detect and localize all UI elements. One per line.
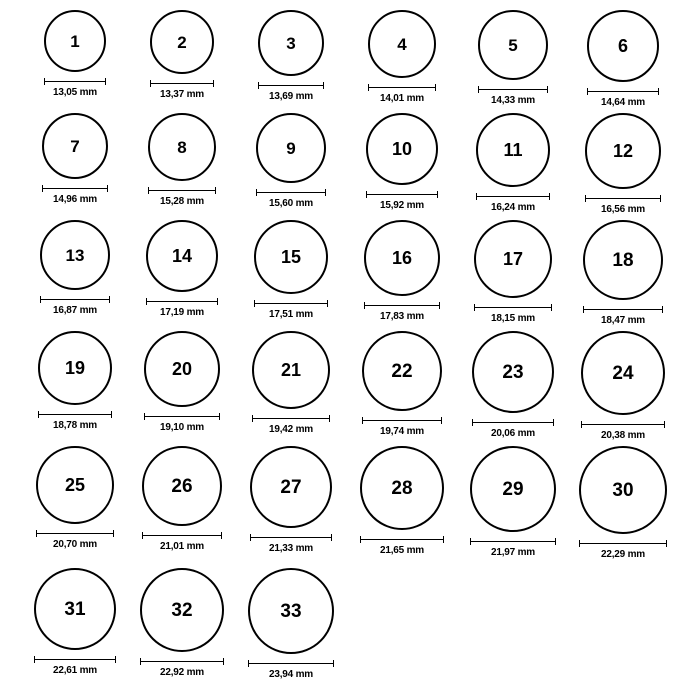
ring-circle <box>250 446 332 528</box>
dimension-label: 13,69 mm <box>269 91 313 102</box>
ring-size-cell <box>568 10 678 108</box>
ring-size-cell <box>568 220 678 326</box>
dimension-bar-icon <box>256 189 326 196</box>
dimension-bar-icon <box>581 421 665 428</box>
ring-size-cell <box>347 331 457 437</box>
dimension-label: 14,01 mm <box>380 93 424 104</box>
dimension-line <box>144 416 220 417</box>
ring-dimension <box>474 304 552 324</box>
ring-size-cell <box>458 446 568 558</box>
dimension-label: 16,24 mm <box>491 202 535 213</box>
dimension-line <box>587 91 659 92</box>
ring-dimension <box>476 193 550 213</box>
ring-size-number: 12 <box>612 141 634 161</box>
dimension-label: 15,60 mm <box>269 198 313 209</box>
ring-size-cell <box>20 568 130 676</box>
dimension-label: 22,29 mm <box>601 549 645 560</box>
dimension-line <box>478 89 548 90</box>
dimension-bar-icon <box>140 658 224 665</box>
ring-size-number: 30 <box>612 479 634 501</box>
dimension-line <box>150 83 214 84</box>
dimension-bar-icon <box>40 296 110 303</box>
dimension-label: 20,06 mm <box>491 428 535 439</box>
ring-circle <box>148 113 216 181</box>
ring-size-cell <box>236 331 346 435</box>
dimension-label: 19,10 mm <box>160 422 204 433</box>
dimension-bar-icon <box>583 306 663 313</box>
ring-size-cell <box>127 113 237 207</box>
dimension-line <box>148 190 216 191</box>
dimension-bar-icon <box>252 415 330 422</box>
dimension-line <box>474 307 552 308</box>
dimension-bar-icon <box>585 195 661 202</box>
ring-dimension <box>142 532 222 552</box>
ring-size-number: 23 <box>502 361 524 383</box>
dimension-bar-icon <box>368 84 436 91</box>
ring-circle <box>362 331 442 411</box>
ring-size-cell <box>20 331 130 431</box>
dimension-label: 14,96 mm <box>53 194 97 205</box>
ring-size-number: 13 <box>65 245 85 265</box>
ring-size-number: 27 <box>280 476 302 498</box>
dimension-bar-icon <box>250 534 332 541</box>
ring-size-number: 32 <box>171 599 193 621</box>
ring-size-number: 24 <box>612 362 634 384</box>
ring-circle <box>144 331 220 407</box>
dimension-line <box>248 663 334 664</box>
ring-circle <box>150 10 214 74</box>
ring-dimension <box>472 419 554 439</box>
dimension-label: 20,38 mm <box>601 430 645 441</box>
dimension-line <box>256 192 326 193</box>
ring-circle <box>140 568 224 652</box>
ring-size-number: 2 <box>177 32 187 52</box>
dimension-label: 22,61 mm <box>53 665 97 676</box>
ring-size-cell <box>20 220 130 316</box>
dimension-line <box>476 196 550 197</box>
ring-dimension <box>42 185 108 205</box>
dimension-bar-icon <box>34 656 116 663</box>
ring-circle <box>40 220 110 290</box>
dimension-bar-icon <box>474 304 552 311</box>
dimension-bar-icon <box>38 411 112 418</box>
dimension-bar-icon <box>472 419 554 426</box>
ring-circle <box>142 446 222 526</box>
ring-size-cell <box>236 113 346 209</box>
ring-circle <box>254 220 328 294</box>
dimension-line <box>38 414 112 415</box>
ring-circle <box>44 10 106 72</box>
dimension-bar-icon <box>362 417 442 424</box>
ring-dimension <box>258 82 324 102</box>
ring-dimension <box>364 302 440 322</box>
ring-size-cell <box>347 446 457 556</box>
dimension-label: 18,47 mm <box>601 315 645 326</box>
dimension-bar-icon <box>146 298 218 305</box>
ring-size-number: 15 <box>280 247 302 267</box>
ring-dimension <box>579 540 667 560</box>
ring-size-cell <box>458 331 568 439</box>
dimension-line <box>36 533 114 534</box>
dimension-line <box>585 198 661 199</box>
ring-size-cell <box>458 10 568 106</box>
dimension-label: 17,83 mm <box>380 311 424 322</box>
dimension-label: 21,33 mm <box>269 543 313 554</box>
ring-dimension <box>256 189 326 209</box>
dimension-line <box>583 309 663 310</box>
ring-size-cell <box>236 568 346 680</box>
dimension-bar-icon <box>366 191 438 198</box>
dimension-bar-icon <box>470 538 556 545</box>
dimension-bar-icon <box>144 413 220 420</box>
dimension-label: 18,78 mm <box>53 420 97 431</box>
dimension-line <box>34 659 116 660</box>
dimension-label: 13,05 mm <box>53 87 97 98</box>
ring-size-number: 19 <box>64 358 86 378</box>
ring-size-number: 33 <box>280 600 302 622</box>
ring-circle <box>368 10 436 78</box>
ring-circle <box>258 10 324 76</box>
ring-dimension <box>362 417 442 437</box>
ring-size-cell <box>568 446 678 560</box>
dimension-line <box>40 299 110 300</box>
dimension-line <box>579 543 667 544</box>
ring-dimension <box>583 306 663 326</box>
ring-size-number: 29 <box>502 478 524 500</box>
ring-size-cell <box>127 568 237 678</box>
ring-dimension <box>478 86 548 106</box>
ring-dimension <box>368 84 436 104</box>
ring-size-number: 21 <box>280 360 302 380</box>
dimension-label: 16,87 mm <box>53 305 97 316</box>
dimension-bar-icon <box>254 300 328 307</box>
ring-size-cell <box>236 446 346 554</box>
dimension-bar-icon <box>587 88 659 95</box>
ring-size-cell <box>127 10 237 100</box>
ring-dimension <box>148 187 216 207</box>
ring-dimension <box>38 411 112 431</box>
ring-circle <box>474 220 552 298</box>
dimension-bar-icon <box>360 536 444 543</box>
dimension-label: 23,94 mm <box>269 669 313 680</box>
dimension-label: 18,15 mm <box>491 313 535 324</box>
dimension-bar-icon <box>248 660 334 667</box>
ring-size-number: 11 <box>503 140 523 160</box>
ring-circle <box>256 113 326 183</box>
dimension-bar-icon <box>44 78 106 85</box>
ring-dimension <box>252 415 330 435</box>
ring-size-cell <box>347 10 457 104</box>
ring-circle <box>364 220 440 296</box>
ring-size-number: 16 <box>391 248 413 268</box>
dimension-label: 14,64 mm <box>601 97 645 108</box>
dimension-line <box>360 539 444 540</box>
ring-size-number: 25 <box>64 475 86 495</box>
ring-dimension <box>470 538 556 558</box>
ring-dimension <box>146 298 218 318</box>
ring-size-number: 17 <box>502 249 524 269</box>
dimension-label: 17,51 mm <box>269 309 313 320</box>
ring-size-cell <box>20 10 130 98</box>
dimension-line <box>252 418 330 419</box>
dimension-label: 22,92 mm <box>160 667 204 678</box>
dimension-label: 20,70 mm <box>53 539 97 550</box>
ring-size-cell <box>568 113 678 215</box>
ring-size-number: 7 <box>70 136 80 156</box>
ring-circle <box>248 568 334 654</box>
dimension-bar-icon <box>258 82 324 89</box>
ring-circle <box>579 446 667 534</box>
ring-dimension <box>144 413 220 433</box>
ring-size-number: 18 <box>612 249 634 271</box>
ring-dimension <box>250 534 332 554</box>
ring-size-number: 20 <box>171 359 193 379</box>
dimension-line <box>142 535 222 536</box>
ring-size-number: 22 <box>391 360 413 382</box>
dimension-line <box>42 188 108 189</box>
dimension-label: 21,97 mm <box>491 547 535 558</box>
dimension-bar-icon <box>42 185 108 192</box>
dimension-label: 21,01 mm <box>160 541 204 552</box>
ring-size-cell <box>458 113 568 213</box>
ring-size-cell <box>236 10 346 102</box>
dimension-line <box>254 303 328 304</box>
ring-circle <box>146 220 218 292</box>
ring-dimension <box>360 536 444 556</box>
ring-circle <box>470 446 556 532</box>
ring-dimension <box>581 421 665 441</box>
dimension-label: 19,74 mm <box>380 426 424 437</box>
ring-size-number: 31 <box>64 598 86 620</box>
dimension-line <box>366 194 438 195</box>
dimension-bar-icon <box>478 86 548 93</box>
dimension-label: 15,28 mm <box>160 196 204 207</box>
ring-circle <box>366 113 438 185</box>
ring-size-number: 4 <box>397 34 407 54</box>
ring-dimension <box>36 530 114 550</box>
ring-size-number: 8 <box>177 137 187 157</box>
ring-size-number: 10 <box>391 139 413 159</box>
dimension-line <box>44 81 106 82</box>
ring-size-number: 5 <box>508 35 518 55</box>
ring-size-cell <box>127 446 237 552</box>
ring-circle <box>42 113 108 179</box>
ring-circle <box>472 331 554 413</box>
ring-dimension <box>254 300 328 320</box>
ring-circle <box>585 113 661 189</box>
ring-size-cell <box>127 331 237 433</box>
dimension-label: 14,33 mm <box>491 95 535 106</box>
dimension-line <box>146 301 218 302</box>
dimension-bar-icon <box>476 193 550 200</box>
dimension-line <box>581 424 665 425</box>
dimension-label: 21,65 mm <box>380 545 424 556</box>
ring-size-number: 6 <box>617 36 628 56</box>
ring-size-cell <box>127 220 237 318</box>
dimension-label: 17,19 mm <box>160 307 204 318</box>
dimension-line <box>368 87 436 88</box>
ring-circle <box>38 331 112 405</box>
ring-circle <box>587 10 659 82</box>
ring-dimension <box>585 195 661 215</box>
ring-size-cell <box>236 220 346 320</box>
dimension-bar-icon <box>364 302 440 309</box>
dimension-label: 13,37 mm <box>160 89 204 100</box>
ring-size-cell <box>347 113 457 211</box>
dimension-bar-icon <box>150 80 214 87</box>
ring-size-number: 14 <box>171 246 193 266</box>
ring-size-number: 3 <box>286 33 296 53</box>
ring-size-cell <box>20 113 130 205</box>
dimension-line <box>364 305 440 306</box>
ring-dimension <box>150 80 214 100</box>
ring-circle <box>34 568 116 650</box>
ring-circle <box>252 331 330 409</box>
ring-size-cell <box>20 446 130 550</box>
dimension-bar-icon <box>36 530 114 537</box>
ring-size-number: 28 <box>391 477 413 499</box>
dimension-label: 16,56 mm <box>601 204 645 215</box>
ring-dimension <box>44 78 106 98</box>
dimension-bar-icon <box>579 540 667 547</box>
dimension-bar-icon <box>142 532 222 539</box>
ring-size-cell <box>347 220 457 322</box>
ring-circle <box>581 331 665 415</box>
ring-size-number: 9 <box>286 138 296 158</box>
ring-circle <box>583 220 663 300</box>
ring-size-cell <box>568 331 678 441</box>
ring-dimension <box>34 656 116 676</box>
ring-circle <box>360 446 444 530</box>
ring-size-number: 1 <box>70 31 80 51</box>
dimension-bar-icon <box>148 187 216 194</box>
dimension-line <box>258 85 324 86</box>
dimension-line <box>472 422 554 423</box>
ring-size-cell <box>458 220 568 324</box>
ring-dimension <box>140 658 224 678</box>
dimension-line <box>362 420 442 421</box>
dimension-label: 15,92 mm <box>380 200 424 211</box>
ring-dimension <box>587 88 659 108</box>
dimension-line <box>140 661 224 662</box>
dimension-line <box>470 541 556 542</box>
ring-dimension <box>40 296 110 316</box>
ring-dimension <box>248 660 334 680</box>
ring-size-number: 26 <box>171 475 193 497</box>
ring-dimension <box>366 191 438 211</box>
ring-circle <box>36 446 114 524</box>
ring-circle <box>478 10 548 80</box>
ring-circle <box>476 113 550 187</box>
dimension-line <box>250 537 332 538</box>
dimension-label: 19,42 mm <box>269 424 313 435</box>
